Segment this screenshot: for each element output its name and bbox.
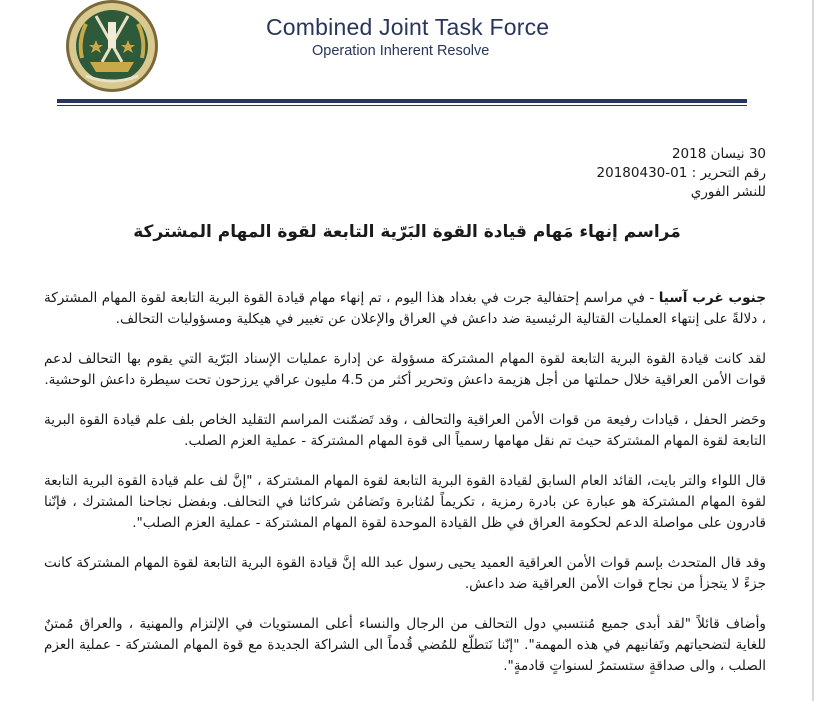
paragraph-5 [44,553,766,595]
paragraph-3 [44,410,766,452]
release-date: 30 نيسان 2018 [671,146,766,162]
header-rule-thin [57,105,747,106]
paragraph-text: قال اللواء والتر بايت، القائد العام السابق لقيادة القوة البرية التابعة لقوة المهام المشتركة ، "إنَّ لف علم قيادة القوة البرية التابعة لقوة المهام المشتركة هو عبارة عن بادرة رمزية ، تكريماً لمُثابرة وتَضامُن شركائنا في التحالف. وبفضل نجاحنا المشترك ، فإنّنا قادرون على مواصلة الدعم لحكومة العراق في ظل القيادة الموحدة لقوة المهام المشتركة - عملية العزم الصلب". [44,473,766,531]
paragraph-text: وقد قال المتحدث بإسم قوات الأمن العراقية العميد يحيى رسول عبد الله إنَّ قيادة القوة البرية التابعة لقوة المهام المشتركة كانت جزءً لا يتجزأ من نجاح قوات الأمن العراقية ضد داعش. [44,555,766,592]
release-meta [597,145,766,202]
cjtf-oir-seal-icon [56,0,168,96]
header-rule-thick [57,99,747,103]
paragraph-1 [44,288,766,330]
org-name: Combined Joint Task Force [266,14,550,40]
release-number: رقم التحرير : 01-20180430 [596,165,766,181]
paragraph-text: وحَضر الحفل ، قيادات رفيعة من قوات الأمن العراقية والتحالف ، وقد تَضمّنت المراسم التقليد الخاص بلف علم قيادة القوة البرية التابعة لقوة المهام المشتركة حيث تم نقل مهامها رسمياً الى قوة المهام المشتركة - عملية العزم الصلب. [44,412,766,449]
operation-name: Operation Inherent Resolve [312,43,490,59]
paragraph-2 [44,349,766,391]
document-title: مَراسم إنهاء مَهام قيادة القوة البَرّية التابعة لقوة المهام المشتركة [133,222,681,242]
document-body [44,288,766,696]
paragraph-4 [44,471,766,534]
release-note: للنشر الفوري [690,184,766,200]
paragraph-text: - في مراسم إحتفالية جرت في بغداد هذا اليوم ، تم إنهاء مهام قيادة القوة البرية التابعة لقوة المهام المشتركة ، دلالةً على إنتهاء العمليات القتالية الرئيسية ضد داعش في العراق والإعلان عن تغيير في هيكلية ومسؤوليات التحالف. [44,290,766,327]
letterhead [0,0,814,110]
dateline: جنوب غرب آسيا [658,290,767,306]
paragraph-text: وأضاف قائلاً "لقد أبدى جميع مُنتسبي دول التحالف من الرجال والنساء أعلى المستويات في الإلتزام والمهنية ، والعراق مُمتنٌ للغاية لتضحياتهم وتَفانيهم في هذه المهمة". "إنّنا نَتطلّع للمُضي قُدماً الى الشراكة الجديدة مع قوة المهام المشتركة - عملية العزم الصلب ، والى صداقةٍ ستستمرُ لسنواتٍ قادمةٍ". [44,616,766,674]
paragraph-text: لقد كانت قيادة القوة البرية التابعة لقوة المهام المشتركة مسؤولة عن إدارة عمليات الإسناد البَرّية التي يقوم بها التحالف لدعم قوات الأمن العراقية خلال حملتها من أجل هزيمة داعش وتحرير أكثر من 4.5 مليون عراقي يرزحون تحت سيطرة داعش الوحشية. [44,351,766,388]
paragraph-6 [44,614,766,677]
